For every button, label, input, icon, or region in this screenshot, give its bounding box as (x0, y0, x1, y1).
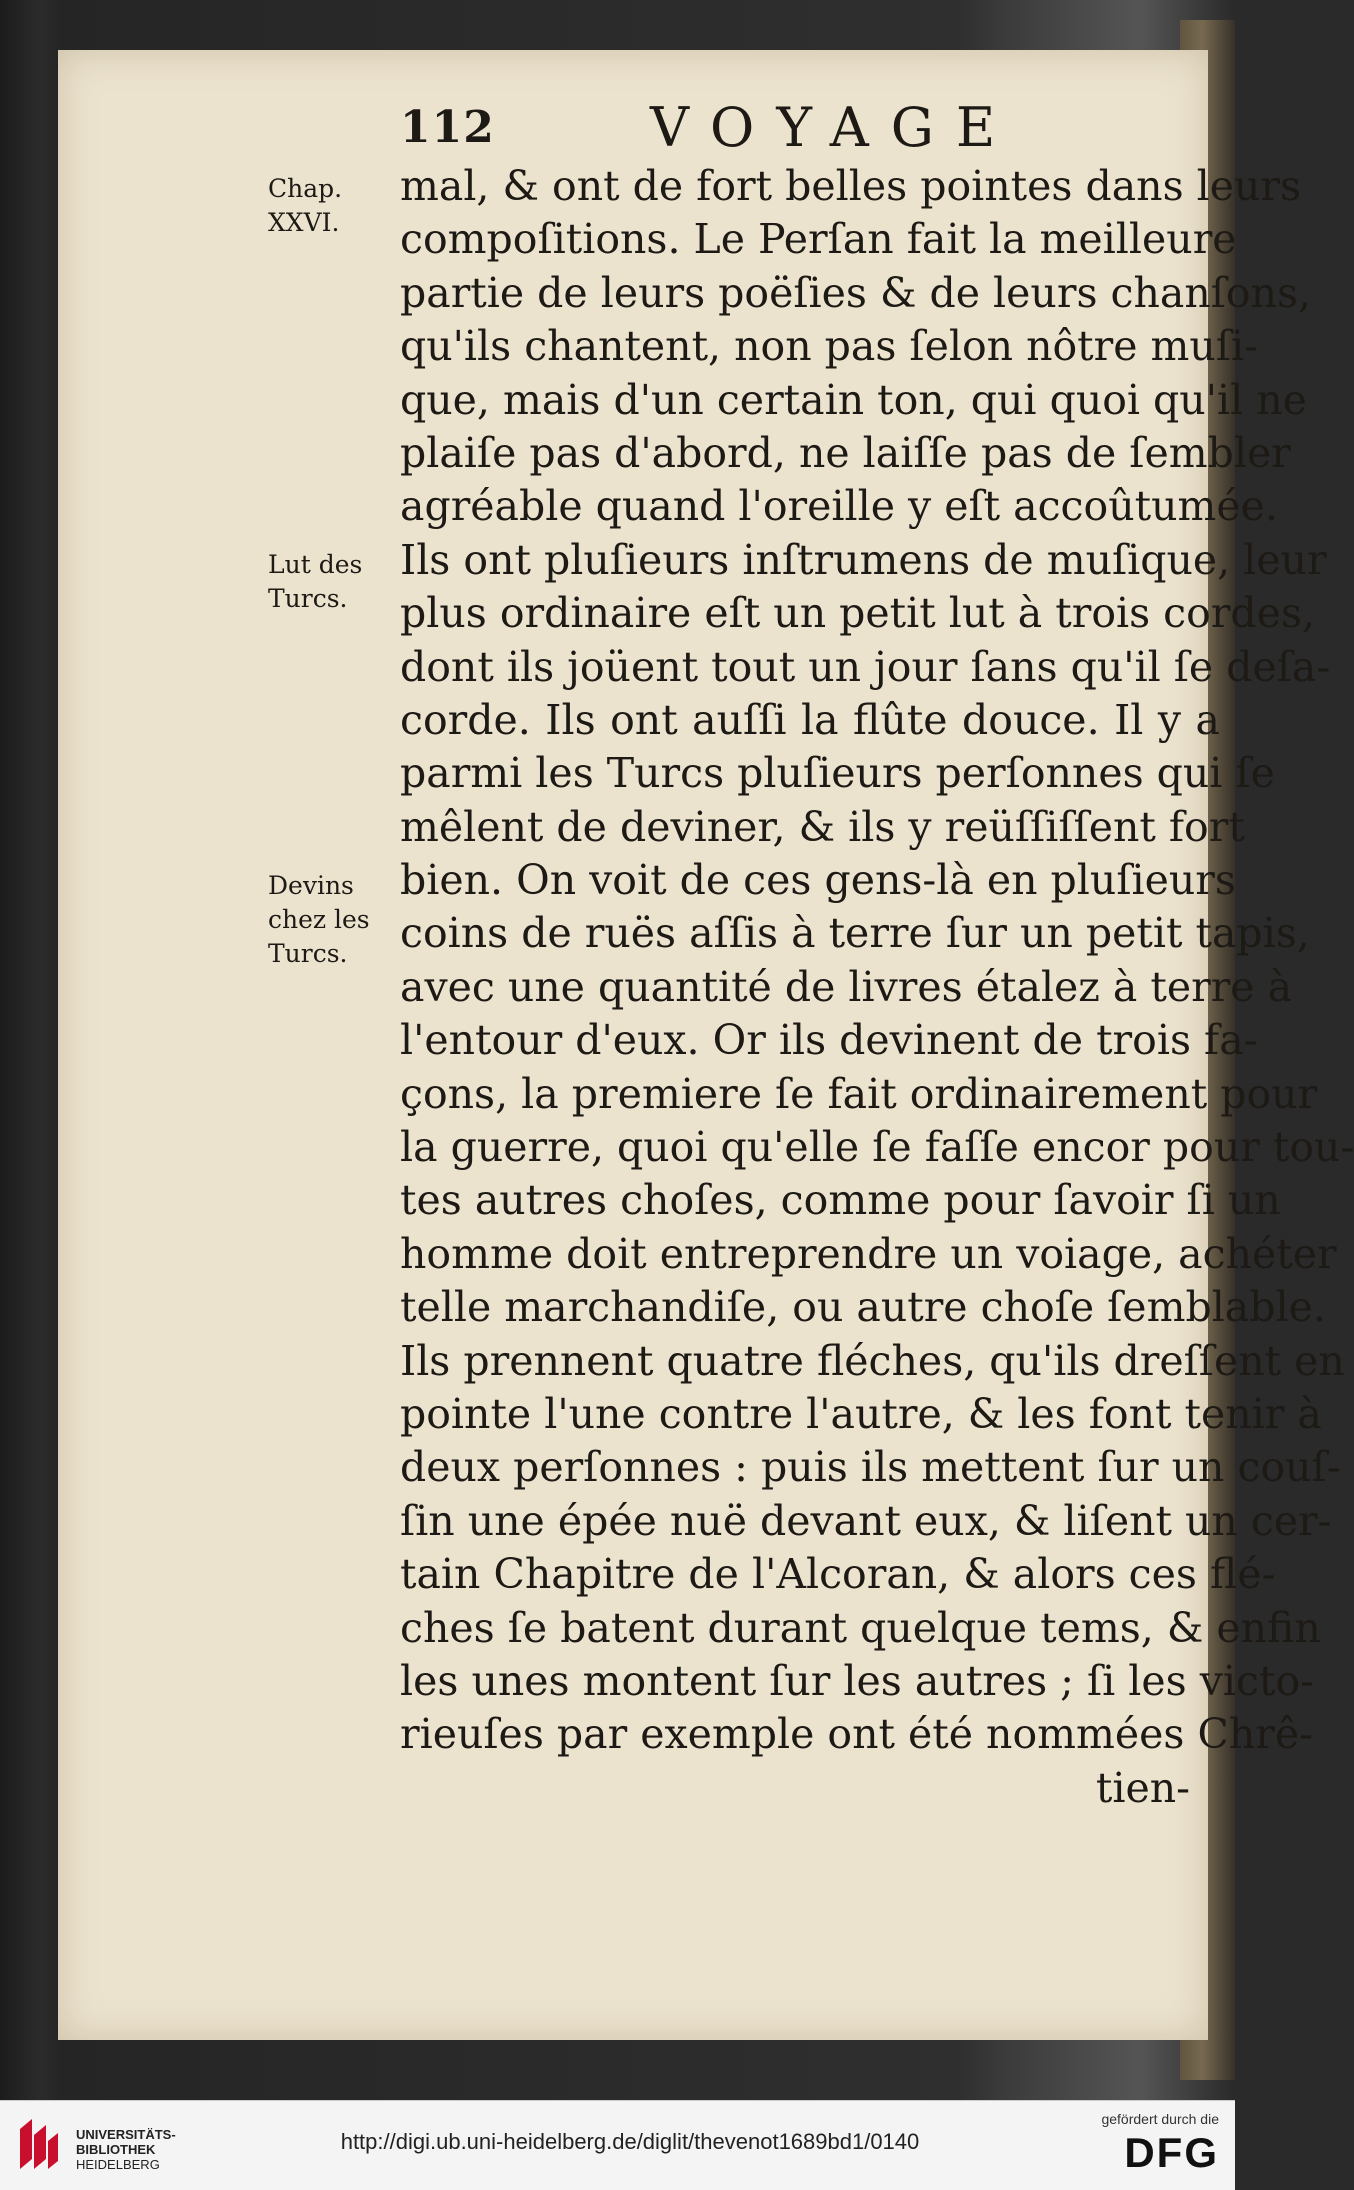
text-line: bien. On voit de ces gens-là en pluſieurs (400, 856, 1236, 905)
text-line: avec une quantité de livres étalez à terre à (400, 962, 1293, 1011)
text-line: plus ordinaire eſt un petit lut à trois cordes, (400, 589, 1316, 638)
text-line: tes autres choſes, comme pour ſavoir ſi un (400, 1176, 1281, 1225)
body-text (400, 160, 1354, 1815)
funding-label: gefördert durch die (1101, 2111, 1219, 2127)
text-line: compoſitions. Le Perſan fait la meilleure (400, 215, 1237, 264)
text-line: les unes montent ſur les autres ; ſi les victo- (400, 1656, 1315, 1705)
text-line: qu'ils chantent, non pas ſelon nôtre muſi- (400, 322, 1258, 371)
viewer-footer (0, 2100, 1235, 2190)
text-line: ches ſe batent durant quelque tems, & enfin (400, 1603, 1321, 1652)
text-line: mal, & ont de fort belles pointes dans leurs (400, 162, 1302, 210)
text-line: agréable quand l'oreille y eſt accoûtumée. (400, 482, 1278, 531)
library-logo-icon (14, 2115, 62, 2175)
margin-note-lut: Lut des Turcs. (268, 550, 363, 613)
text-line: ſin une épée nuë devant eux, & liſent un cer- (400, 1496, 1332, 1545)
text-line: Ils prennent quatre fléches, qu'ils dreſſent en (400, 1336, 1345, 1385)
text-line: rieuſes par exemple ont été nommées Chrê- (400, 1710, 1313, 1759)
library-name-line: BIBLIOTHEK (76, 2142, 156, 2157)
library-name (76, 2127, 176, 2172)
text-line: que, mais d'un certain ton, qui quoi qu'il ne (400, 375, 1307, 424)
text-line: l'entour d'eux. Or ils devinent de trois fa- (400, 1016, 1258, 1065)
text-line-catchword: tien- (1095, 1763, 1190, 1812)
text-line: parmi les Turcs pluſieurs perſonnes qui ſe (400, 749, 1275, 798)
margin-note-chapter: Chap. XXVI. (268, 174, 343, 237)
text-line: Ils ont pluſieurs inſtrumens de muſique, leur (400, 535, 1327, 584)
text-line: tain Chapitre de l'Alcoran, & alors ces flé- (400, 1550, 1276, 1599)
library-name-line: HEIDELBERG (76, 2157, 160, 2172)
permalink-url[interactable]: http://digi.ub.uni-heidelberg.de/diglit/thevenot1689bd1/0140 (340, 2129, 920, 2154)
dfg-logo[interactable]: DFG (1124, 2129, 1219, 2176)
text-line: la guerre, quoi qu'elle ſe faſſe encor pour tou- (400, 1123, 1354, 1172)
library-name-line: UNIVERSITÄTS- (76, 2127, 176, 2142)
text-line: çons, la premiere ſe fait ordinairement pour (400, 1069, 1318, 1118)
text-line: homme doit entreprendre un voiage, achéter (400, 1229, 1337, 1278)
text-line: deux perſonnes : puis ils mettent ſur un couſ- (400, 1443, 1341, 1492)
text-line: mêlent de deviner, & ils y reüſſiſſent fort (400, 802, 1245, 851)
text-line: corde. Ils ont auſſi la flûte douce. Il y a (400, 695, 1220, 744)
text-line: telle marchandiſe, ou autre choſe ſemblable. (400, 1283, 1326, 1332)
text-line: plaiſe pas d'abord, ne laiſſe pas de ſembler (400, 428, 1291, 477)
margin-note-devins: Devins chez les Turcs. (268, 871, 370, 968)
running-title: VOYAGE (650, 96, 1018, 159)
page-header (400, 96, 1050, 162)
text-line: dont ils joüent tout un jour ſans qu'il ſe deſa- (400, 642, 1331, 691)
text-line: pointe l'une contre l'autre, & les font tenir à (400, 1389, 1322, 1438)
text-line: partie de leurs poëſies & de leurs chanſons, (400, 268, 1312, 317)
text-line: coins de ruës aſſis à terre ſur un petit tapis, (400, 909, 1310, 958)
page-number: 112 (400, 102, 495, 153)
funding-info (1069, 2111, 1219, 2183)
library-logo[interactable] (14, 2115, 234, 2175)
